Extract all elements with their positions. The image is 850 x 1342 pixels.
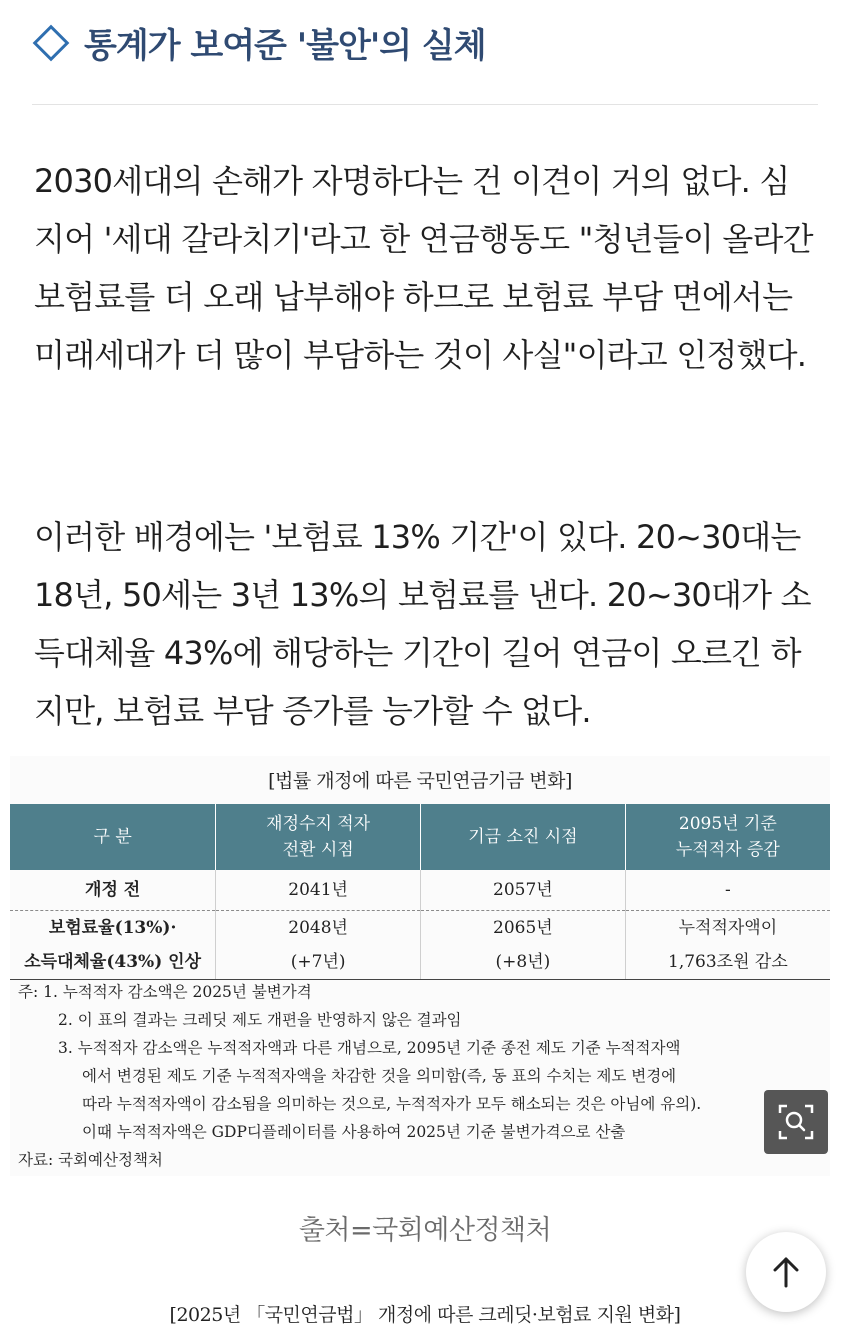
arrow-up-icon — [771, 1255, 801, 1289]
header-text: 2095년 기준 누적적자 증감 — [675, 814, 780, 860]
note-line: 2. 이 표의 결과는 크레딧 제도 개편을 반영하지 않은 결과임 — [58, 1011, 462, 1029]
note-line: 3. 누적적자 감소액은 누적적자액과 다른 개념으로, 2095년 기준 종전 제도 기준 누적적자액 — [58, 1039, 681, 1057]
table-row — [10, 911, 830, 980]
article-paragraph: 이러한 배경에는 '보험료 13% 기간'이 있다. 20~30대는 18년, 50세는 3년 13%의 보험료를 낸다. 20~30대가 소득대체율 43%에 해당하는 기간이 길어 연금이 오르긴 하지만, 보험료 부담 증가를 능가할 수 없다. — [34, 518, 811, 730]
section-title-text: 통계가 보여준 '불안'의 실체 — [84, 26, 486, 66]
table-row — [10, 870, 830, 911]
table-cell: 2057년 — [421, 870, 626, 911]
note-line: 따라 누적적자액이 감소됨을 의미하는 것으로, 누적적자가 모두 해소되는 것은 아님에 유의). — [82, 1095, 702, 1113]
column-header — [625, 804, 830, 870]
table-cell: 2065년 (+8년) — [421, 911, 626, 980]
image-source: 출처=국회예산정책처 — [298, 1215, 552, 1246]
zoom-image-button[interactable] — [764, 1090, 828, 1154]
figure-caption: [2025년 「국민연금법」 개정에 따른 크레딧·보험료 지원 변화] — [169, 1304, 681, 1326]
header-text: 기금 소진 시점 — [468, 827, 578, 847]
fund-change-table — [10, 804, 830, 980]
table-cell: 2041년 — [216, 870, 421, 911]
column-header — [216, 804, 421, 870]
note-line: 에서 변경된 제도 기준 누적적자액을 차감한 것을 의미함(즉, 동 표의 수치는 제도 변경에 — [82, 1067, 677, 1085]
zoom-search-icon — [777, 1103, 815, 1141]
table-cell: 2048년 (+7년) — [216, 911, 421, 980]
article-paragraph: 2030세대의 손해가 자명하다는 건 이견이 거의 없다. 심지어 '세대 갈라치기'라고 한 연금행동도 "청년들이 올라간 보험료를 더 오래 납부해야 하므로 보험료 부담 면에서는 미래세대가 더 많이 부담하는 것이 사실"이라고 인정했다. — [34, 162, 813, 374]
header-text: 재정수지 적자 전환 시점 — [266, 814, 371, 860]
section-heading — [32, 18, 822, 67]
table-notes — [18, 978, 828, 1174]
note-line: 이때 누적적자액은 GDP디플레이터를 사용하여 2025년 기준 불변가격으로 산출 — [82, 1123, 626, 1141]
table-header-row — [10, 804, 830, 870]
table-cell: 개정 전 — [10, 870, 216, 911]
figure-caption: [법률 개정에 따른 국민연금기금 변화] — [268, 770, 572, 792]
note-line: 주: 1. 누적적자 감소액은 2025년 불변가격 — [18, 983, 312, 1001]
diamond-outline-icon — [33, 24, 70, 61]
column-header — [421, 804, 626, 870]
table-cell: 보험료율(13%)· 소득대체율(43%) 인상 — [10, 911, 216, 980]
column-header — [10, 804, 216, 870]
table-figure-image[interactable] — [10, 756, 830, 1176]
table-cell: - — [625, 870, 830, 911]
divider — [32, 104, 818, 105]
header-text: 구 분 — [93, 827, 132, 847]
table-cell: 누적적자액이 1,763조원 감소 — [625, 911, 830, 980]
note-line: 자료: 국회예산정책처 — [18, 1151, 163, 1169]
